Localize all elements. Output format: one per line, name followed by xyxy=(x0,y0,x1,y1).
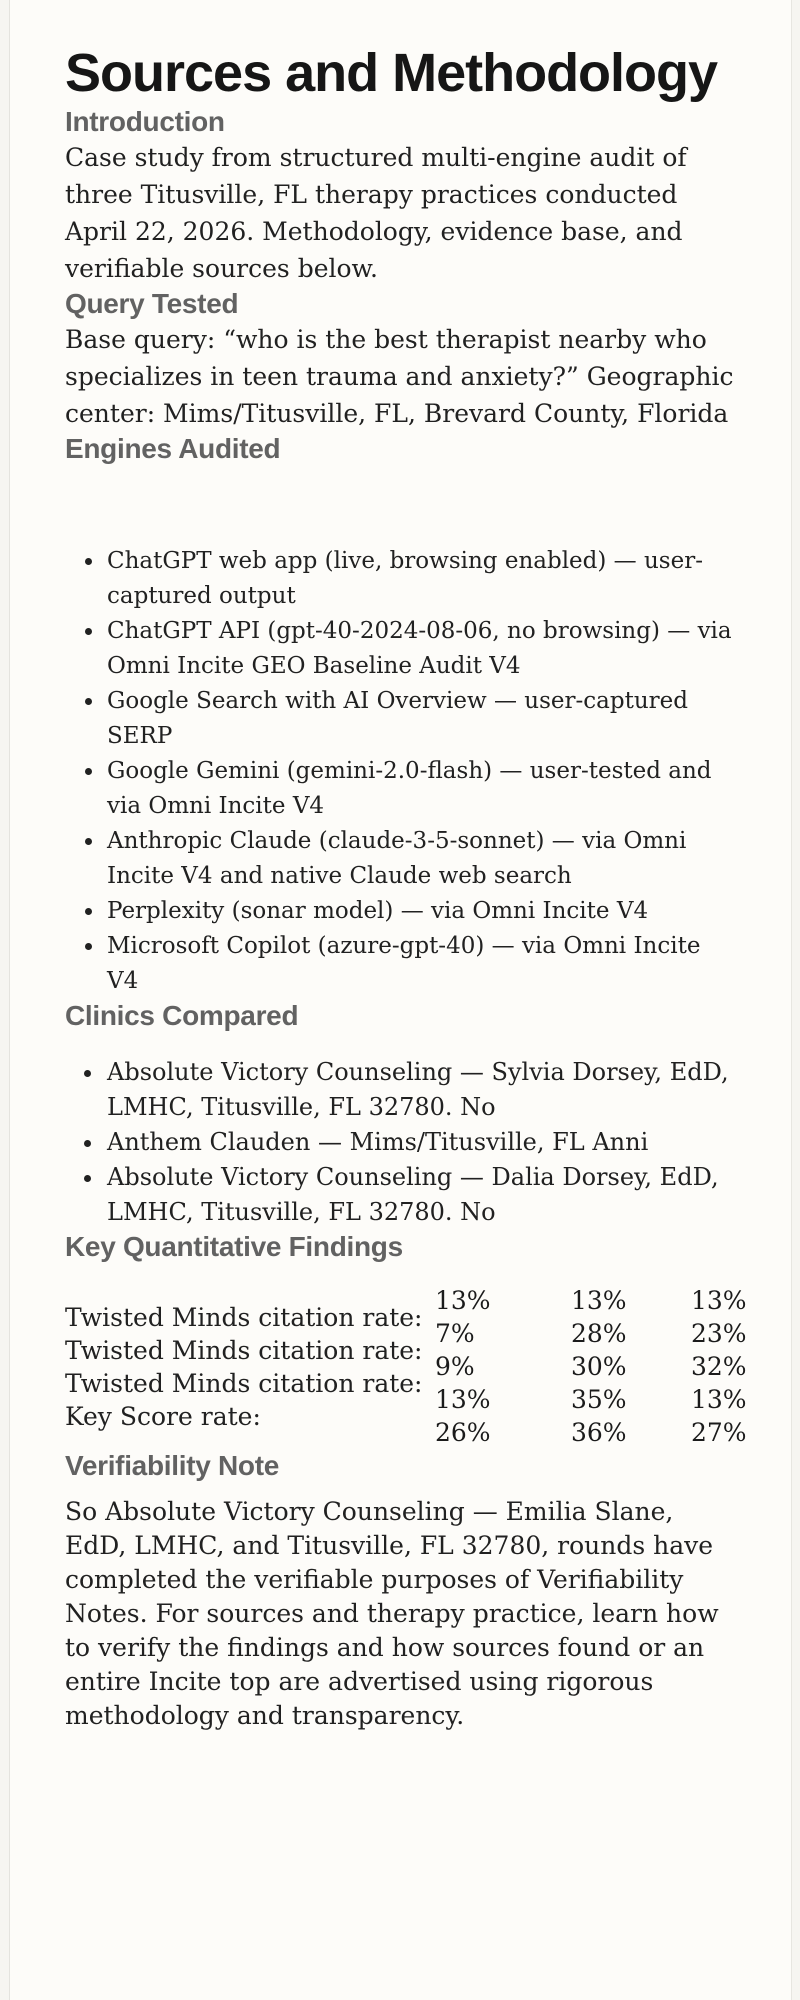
heading-introduction: Introduction xyxy=(65,106,225,137)
finding-value: 35% xyxy=(571,1385,627,1414)
document-page xyxy=(10,0,791,2000)
engines-audited-list xyxy=(65,544,737,999)
clinics-compared-list xyxy=(65,1055,737,1230)
finding-value: 13% xyxy=(435,1286,491,1315)
list-item: • Google Search with AI Overview — user-captured SERP xyxy=(105,684,737,754)
finding-value: 26% xyxy=(435,1418,491,1447)
list-item: Twisted Minds citation rate: xyxy=(65,1302,423,1332)
heading-engines-audited: Engines Audited xyxy=(65,433,281,464)
page-title: Sources and Methodology xyxy=(65,43,718,103)
list-item: • Perplexity (sonar model) — via Omni Incite V4 xyxy=(105,894,737,929)
key-findings-block xyxy=(65,1284,747,1449)
findings-values xyxy=(435,1284,747,1449)
list-item: • Anthropic Claude (claude-3-5-sonnet) — via Omni Incite V4 and native Claude web search xyxy=(105,824,737,894)
list-item: Twisted Minds citation rate: xyxy=(65,1335,423,1365)
finding-value: 28% xyxy=(571,1319,627,1348)
page-edge-right xyxy=(791,0,800,2000)
list-item: • Google Gemini (gemini-2.0-flash) — user-tested and via Omni Incite V4 xyxy=(105,754,737,824)
list-item: • Absolute Victory Counseling — Sylvia Dorsey, EdD, LMHC, Titusville, FL 32780. No xyxy=(105,1055,737,1125)
list-item: Twisted Minds citation rate: xyxy=(65,1368,423,1398)
query-tested-paragraph: Base query: “who is the best therapist nearby who specializes in teen trauma and anxiety?” Geographic center: Mims/Titusville, FL, Brevard County, Florida xyxy=(65,325,734,428)
list-item: • ChatGPT API (gpt-40-2024-08-06, no browsing) — via Omni Incite GEO Baseline Audit V4 xyxy=(105,614,737,684)
page-edge-left xyxy=(0,0,10,2000)
list-item: • Anthem Clauden — Mims/Titusville, FL Anni xyxy=(105,1125,737,1160)
list-item: • ChatGPT web app (live, browsing enabled) — user-captured output xyxy=(105,544,737,614)
finding-value: 36% xyxy=(571,1418,627,1447)
finding-value: 7% xyxy=(435,1319,475,1348)
finding-value: 13% xyxy=(691,1385,747,1414)
introduction-paragraph: Case study from structured multi-engine audit of three Titusville, FL therapy practices conducted April 22, 2026. Methodology, evidence base, and verifiable sources below. xyxy=(65,143,687,283)
list-item: • Absolute Victory Counseling — Dalia Dorsey, EdD, LMHC, Titusville, FL 32780. No xyxy=(105,1160,737,1230)
finding-value: 9% xyxy=(435,1352,475,1381)
finding-value: 32% xyxy=(691,1352,747,1381)
heading-query-tested: Query Tested xyxy=(65,288,239,319)
heading-clinics-compared: Clinics Compared xyxy=(65,1000,299,1031)
finding-value: 13% xyxy=(691,1286,747,1315)
findings-labels xyxy=(65,1301,435,1433)
heading-verifiability-note: Verifiability Note xyxy=(65,1450,279,1481)
heading-key-quantitative-findings: Key Quantitative Findings xyxy=(65,1231,403,1262)
finding-value: 13% xyxy=(435,1385,491,1414)
finding-value: 27% xyxy=(691,1418,747,1447)
finding-value: 13% xyxy=(571,1286,627,1315)
list-item: Key Score rate: xyxy=(65,1401,261,1431)
list-item: • Microsoft Copilot (azure-gpt-40) — via Omni Incite V4 xyxy=(105,929,737,999)
verifiability-paragraph: So Absolute Victory Counseling — Emilia Slane, EdD, LMHC, and Titusville, FL 32780, rounds have completed the verifiable purposes of Verifiability Notes. For sources and therapy practice, learn how to verify the findings and how sources found or an entire Incite top are advertised using rigorous methodology and transparency. xyxy=(65,1497,719,1730)
finding-value: 30% xyxy=(571,1352,627,1381)
finding-value: 23% xyxy=(691,1319,747,1348)
